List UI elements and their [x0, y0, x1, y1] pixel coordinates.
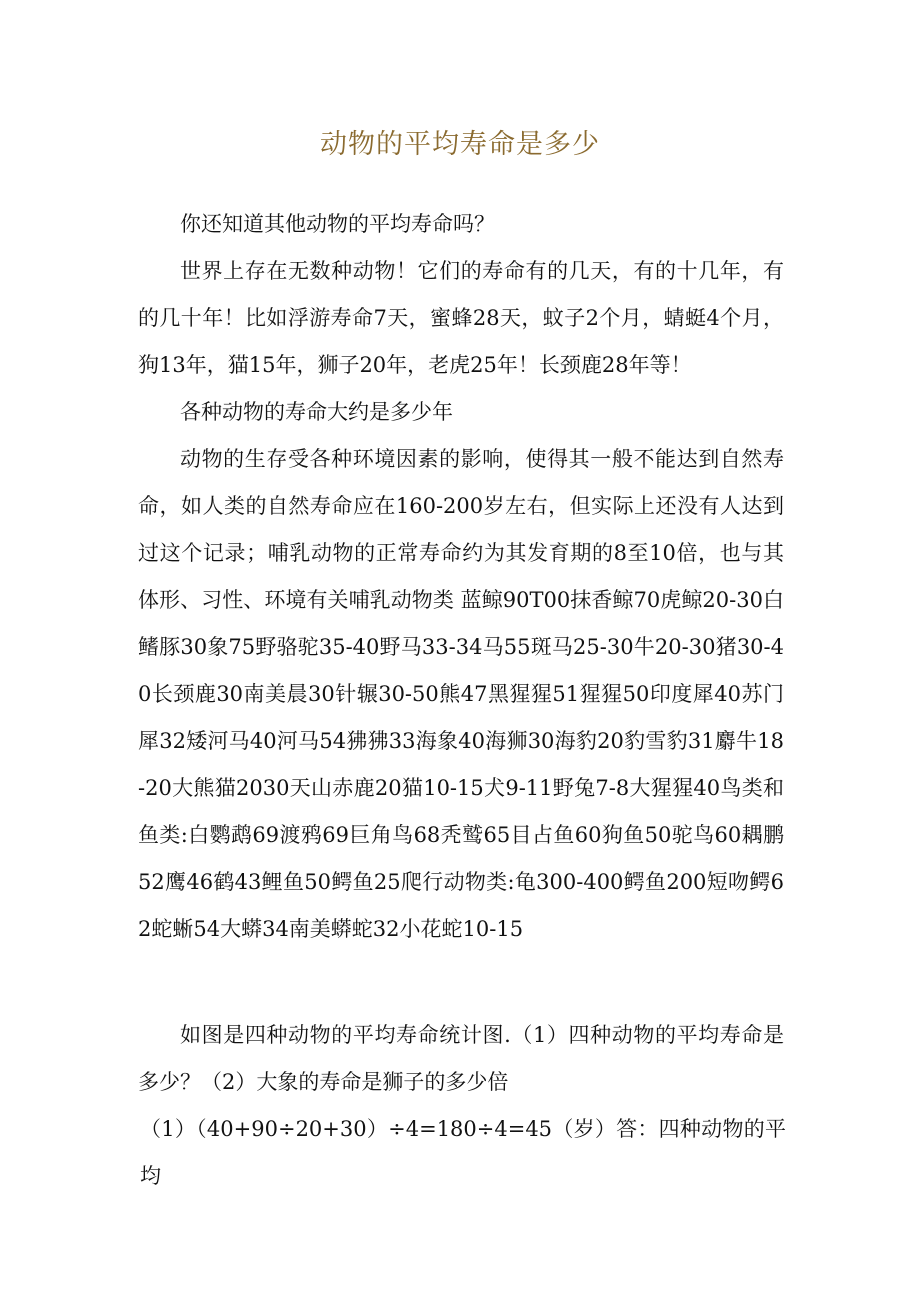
paragraph-chart-question: 如图是四种动物的平均寿命统计图.（1）四种动物的平均寿命是多少？（2）大象的寿命是狮子的多少倍	[138, 1023, 784, 1094]
paragraph-question: 你还知道其他动物的平均寿命吗？	[180, 212, 495, 236]
page-title: 动物的平均寿命是多少	[320, 129, 600, 160]
paragraph-lifespan-intro: 世界上存在无数种动物！它们的寿命有的几天，有的十几年，有的几十年！比如浮游寿命7天，蜜蜂28天，蚊子2个月，蜻蜓4个月，狗13年，猫15年，狮子20年，老虎25年！长颈鹿28年等！	[138, 259, 784, 377]
paragraph-section-heading: 各种动物的寿命大约是多少年	[180, 400, 453, 424]
paragraph-lifespan-list: 动物的生存受各种环境因素的影响，使得其一般不能达到自然寿命，如人类的自然寿命应在160-200岁左右，但实际上还没有人达到过这个记录；哺乳动物的正常寿命约为其发育期的8至10倍，也与其体形、习性、环境有关哺乳动物类 蓝鲸90T00抹香鲸70虎鲸20-30白鳍豚30象75野骆驼35-40野马33-34马55斑马25-30牛20-30猪30-40长颈鹿30南美晨30针辗30-50熊47黑猩猩51猩猩50印度犀40苏门犀32矮河马40河马54狒狒33海象40海狮30海豹20豹雪豹31麝牛18-20大熊猫2030天山赤鹿20猫10-15犬9-11野兔7-8大猩猩40鸟类和鱼类:白鹦鹉69渡鸦69巨角鸟68秃鹫65目占鱼60狗鱼50驼鸟60耦鹏52鹰46鹤43鲤鱼50鳄鱼25爬行动物类:龟300-400鳄鱼200短吻鳄62蛇蜥54大蟒34南美蟒蛇32小花蛇10-15	[138, 447, 784, 941]
paragraph-answer: （1）（40+90÷20+30）÷4=180÷4=45（岁）答：四种动物的平均	[140, 1117, 786, 1188]
